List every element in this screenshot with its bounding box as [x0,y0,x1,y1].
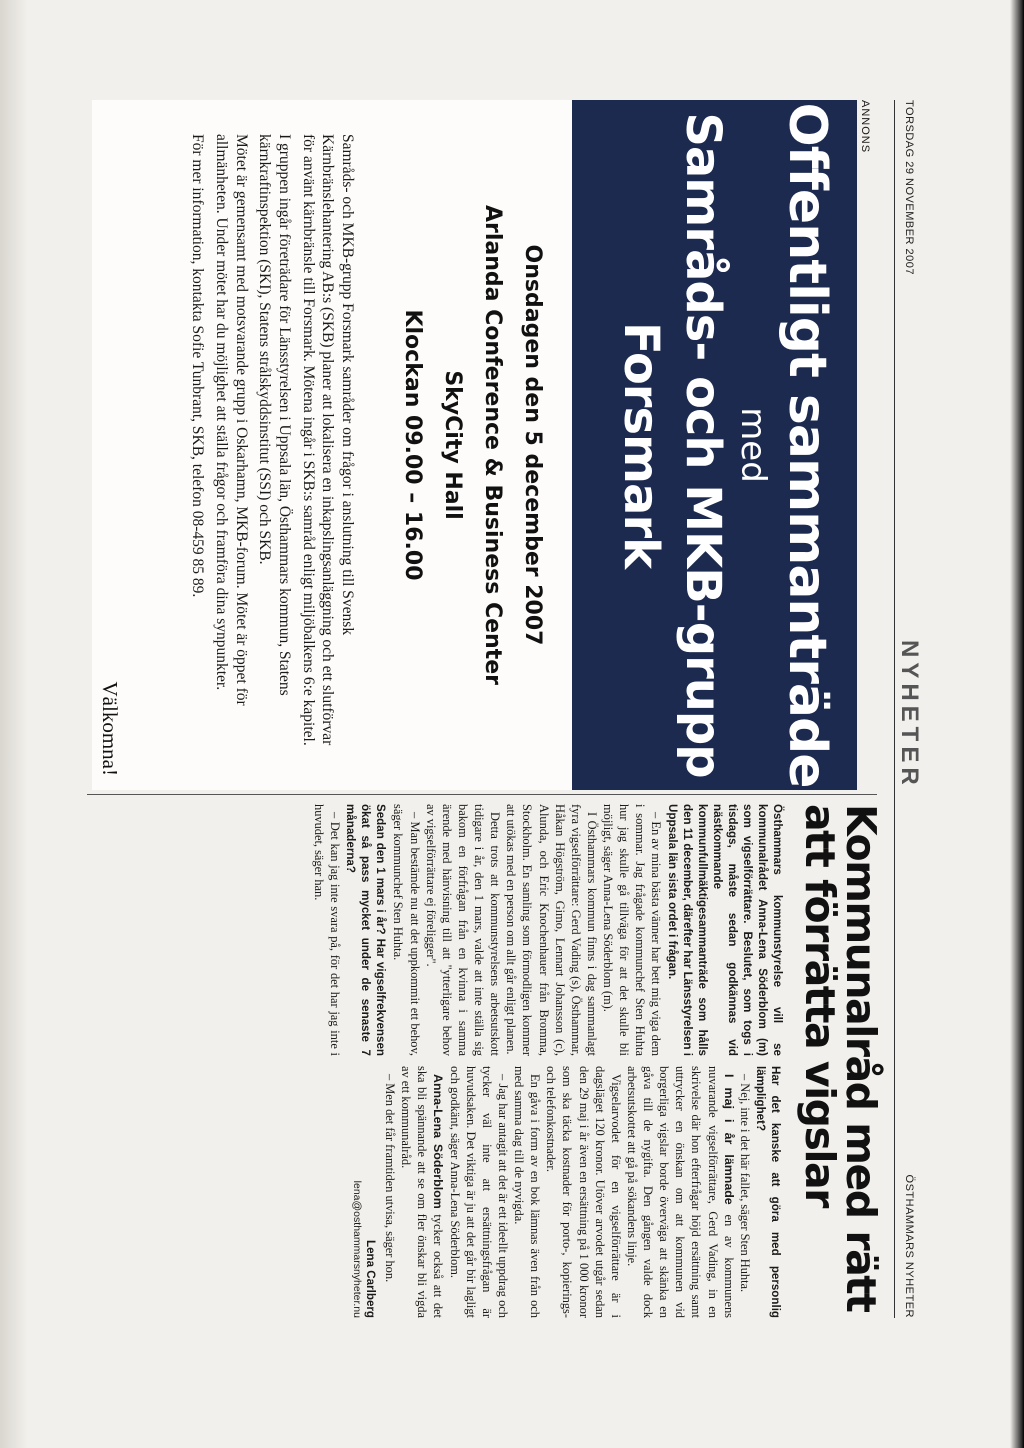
header-paper-name: ÖSTHAMMARS NYHETER [903,1174,915,1318]
ad-body-paragraph: I gruppen ingår företrädare för Länsstyrelsen i Uppsala län, Östhammars kommun, Statens kärnkraftinspektion (SKI), Statens strålskyddsinstitut (SSI) och SKB. [256,134,293,696]
header-rule [894,100,895,1318]
ad-title-line-3: Samråds- och MKB-grupp [675,112,731,778]
article-column-2 [311,1066,785,1318]
ad-title-line-2: med [733,407,773,483]
article-lead: Östhammars kommunstyrelse vill se kommunalrådet Anna-Lena Söderblom (m) som vigselförrättare. Beslutet, som togs i tisdags, måste sedan godkännas vid nästkommande kommunfullmäktigesammanträde som hålls den 11 december, därefter har Länsstyrelsen i Uppsala län sista ordet i frågan. [665,804,784,1056]
article-headline: Kommunalråd med rätt att förrätta vigslar [796,804,885,1312]
article-question: Har det kanske att göra med personlig lämplighet? [753,1066,782,1318]
ad-body-paragraph: För mer information, kontakta Sofie Tunbrant, SKB, telefon 08-459 85 89. [189,134,207,598]
paragraph-text: en av kommunens nuvarande vigselförrättare, Gerd Vading, in en skrivelse där hon efterfrågar höjd ersättning samt uttrycker en önskan om att kommunen vid borgerliga vigslar borde överväga att skänka en gåva till de nygifta. Den gången valde dock arbetsutskottet att gå på sökandens linje. [625,1066,736,1318]
article-paragraph: Vigselarvodet för en vigselförrättare är i dagsläget 120 kronor. Utöver arvodet utgår sedan den 29 maj i år även en ersättning på 1 000 kronor som ska täcka kostnader för porto-, kopierings- och telefonkostnader. [544,1066,623,1318]
ad-body-paragraph: Mötet är gemensamt med motsvarande grupp i Oskarhamn, MKB-forum. Mötet är öppet för allmänheten. Under mötet har du möjlighet att ställa frågor och framföra dina synpunkter. [212,134,250,706]
article-paragraph: – En av mina bästa vänner har bett mig viga dem i sommar. Jag frågade kommunchef Sten Huhta hur jag skulle gå tillväga för att det skulle bli möjligt, säger Anna-Lena Söderblom (m). [601,804,664,1056]
article-paragraph: – Man bestämde nu att det uppkommit ett behov, säger kommunchef Sten Huhta. [391,804,422,1056]
byline-email: lena@osthammarsnyheter.nu [350,1180,363,1318]
rotated-newspaper-sheet [62,8,923,1428]
ad-welcome: Välkomna! [98,681,122,776]
advertisement [92,100,857,790]
article-paragraph: – Men det får framtiden utvisa, säger hon. [383,1074,398,1283]
article-columns [311,804,785,1318]
article-paragraph [398,1066,446,1318]
ad-title-line-1: Offentligt sammanträde [777,102,837,788]
ad-venue-line-1: Arlanda Conference & Business Center [480,204,505,685]
page-header [885,100,923,1318]
article-paragraph: I Östhammars kommun finns i dag sammanlagt fyra vigselförrättare: Gerd Vading (s), Östhammar, Håkan Högström, Gimo, Lennart Johansson (c), Alunda, och Eric Knochenhauer från Bromma, Stockholm. En samling som förmodligen kommer att utökas med en person om allt går enligt planen. [504,804,599,1056]
news-article [81,804,885,1318]
ad-title-line-4: Forsmark [613,321,669,569]
article-column-1 [311,804,785,1056]
article-paragraph [624,1066,737,1318]
article-paragraph: Detta trots att kommunstyrelsens arbetsutskott tidigare i år, den 1 mars, valde att inte ställa sig bakom en förfrågan från en kvinna i samma ärende med hänvisning till att "ytterligare behov av vigselförrättare ej föreligger". [423,804,503,1056]
ad-time-line: Klockan 09.00 – 16.00 [400,309,425,581]
ad-label: ANNONS [859,100,871,154]
article-paragraph: – Jag har antagit att det är ett ideellt uppdrag och tycker väl inte att ersättningsfrågan är huvudsaken. Det viktiga är ju att det går bir lagligt och godkänt, säger Anna-Lena Söderblom. [447,1066,510,1318]
ad-title-band [572,100,857,790]
article-question: Sedan den 1 mars i år? Har vigselfrekvensen ökat så pass mycket under de senaste 7 månaderna? [344,804,388,1056]
paragraph-start-bold: I maj i år lämnade [721,1074,736,1205]
paragraph-text: tycker också att det ska bli spännande att se om fler önskar bli vigda av ett kommunalråd. [399,1066,446,1318]
ad-body [184,134,357,764]
article-paragraph: En gåva i form av en bok lämnas även från och med samma dag till de nyvigda. [512,1066,543,1318]
header-section: NYHETER [896,640,923,790]
ad-date-line: Onsdagen den 5 december 2007 [520,244,545,646]
header-date: TORSDAG 29 NOVEMBER 2007 [903,100,915,276]
byline: Lena Carlberg [364,1240,377,1318]
ad-body-paragraph: Samråds- och MKB-grupp Forsmark samråder om frågor i anslutning till Svensk Kärnbränslehantering AB:s (SKB) planer att lokalisera en inkapslingsanläggning och ett slutförvar för använt kärnbränsle till Forsmark. Mötena ingår i SKB:s samråd enligt miljöbalkens 6:e kapitel. [299,134,356,746]
paragraph-start-bold: Anna-Lena Söderblom [431,1074,446,1209]
article-paragraph: – Nej, inte i det här fallet, säger Sten Huhta. [737,1074,752,1293]
column-divider [87,794,877,795]
article-paragraph: – Det kan jag inte svara på, för det har jag inte i huvudet, säger han. [312,804,343,1056]
ad-venue-line-2: SkyCity Hall [440,370,465,520]
